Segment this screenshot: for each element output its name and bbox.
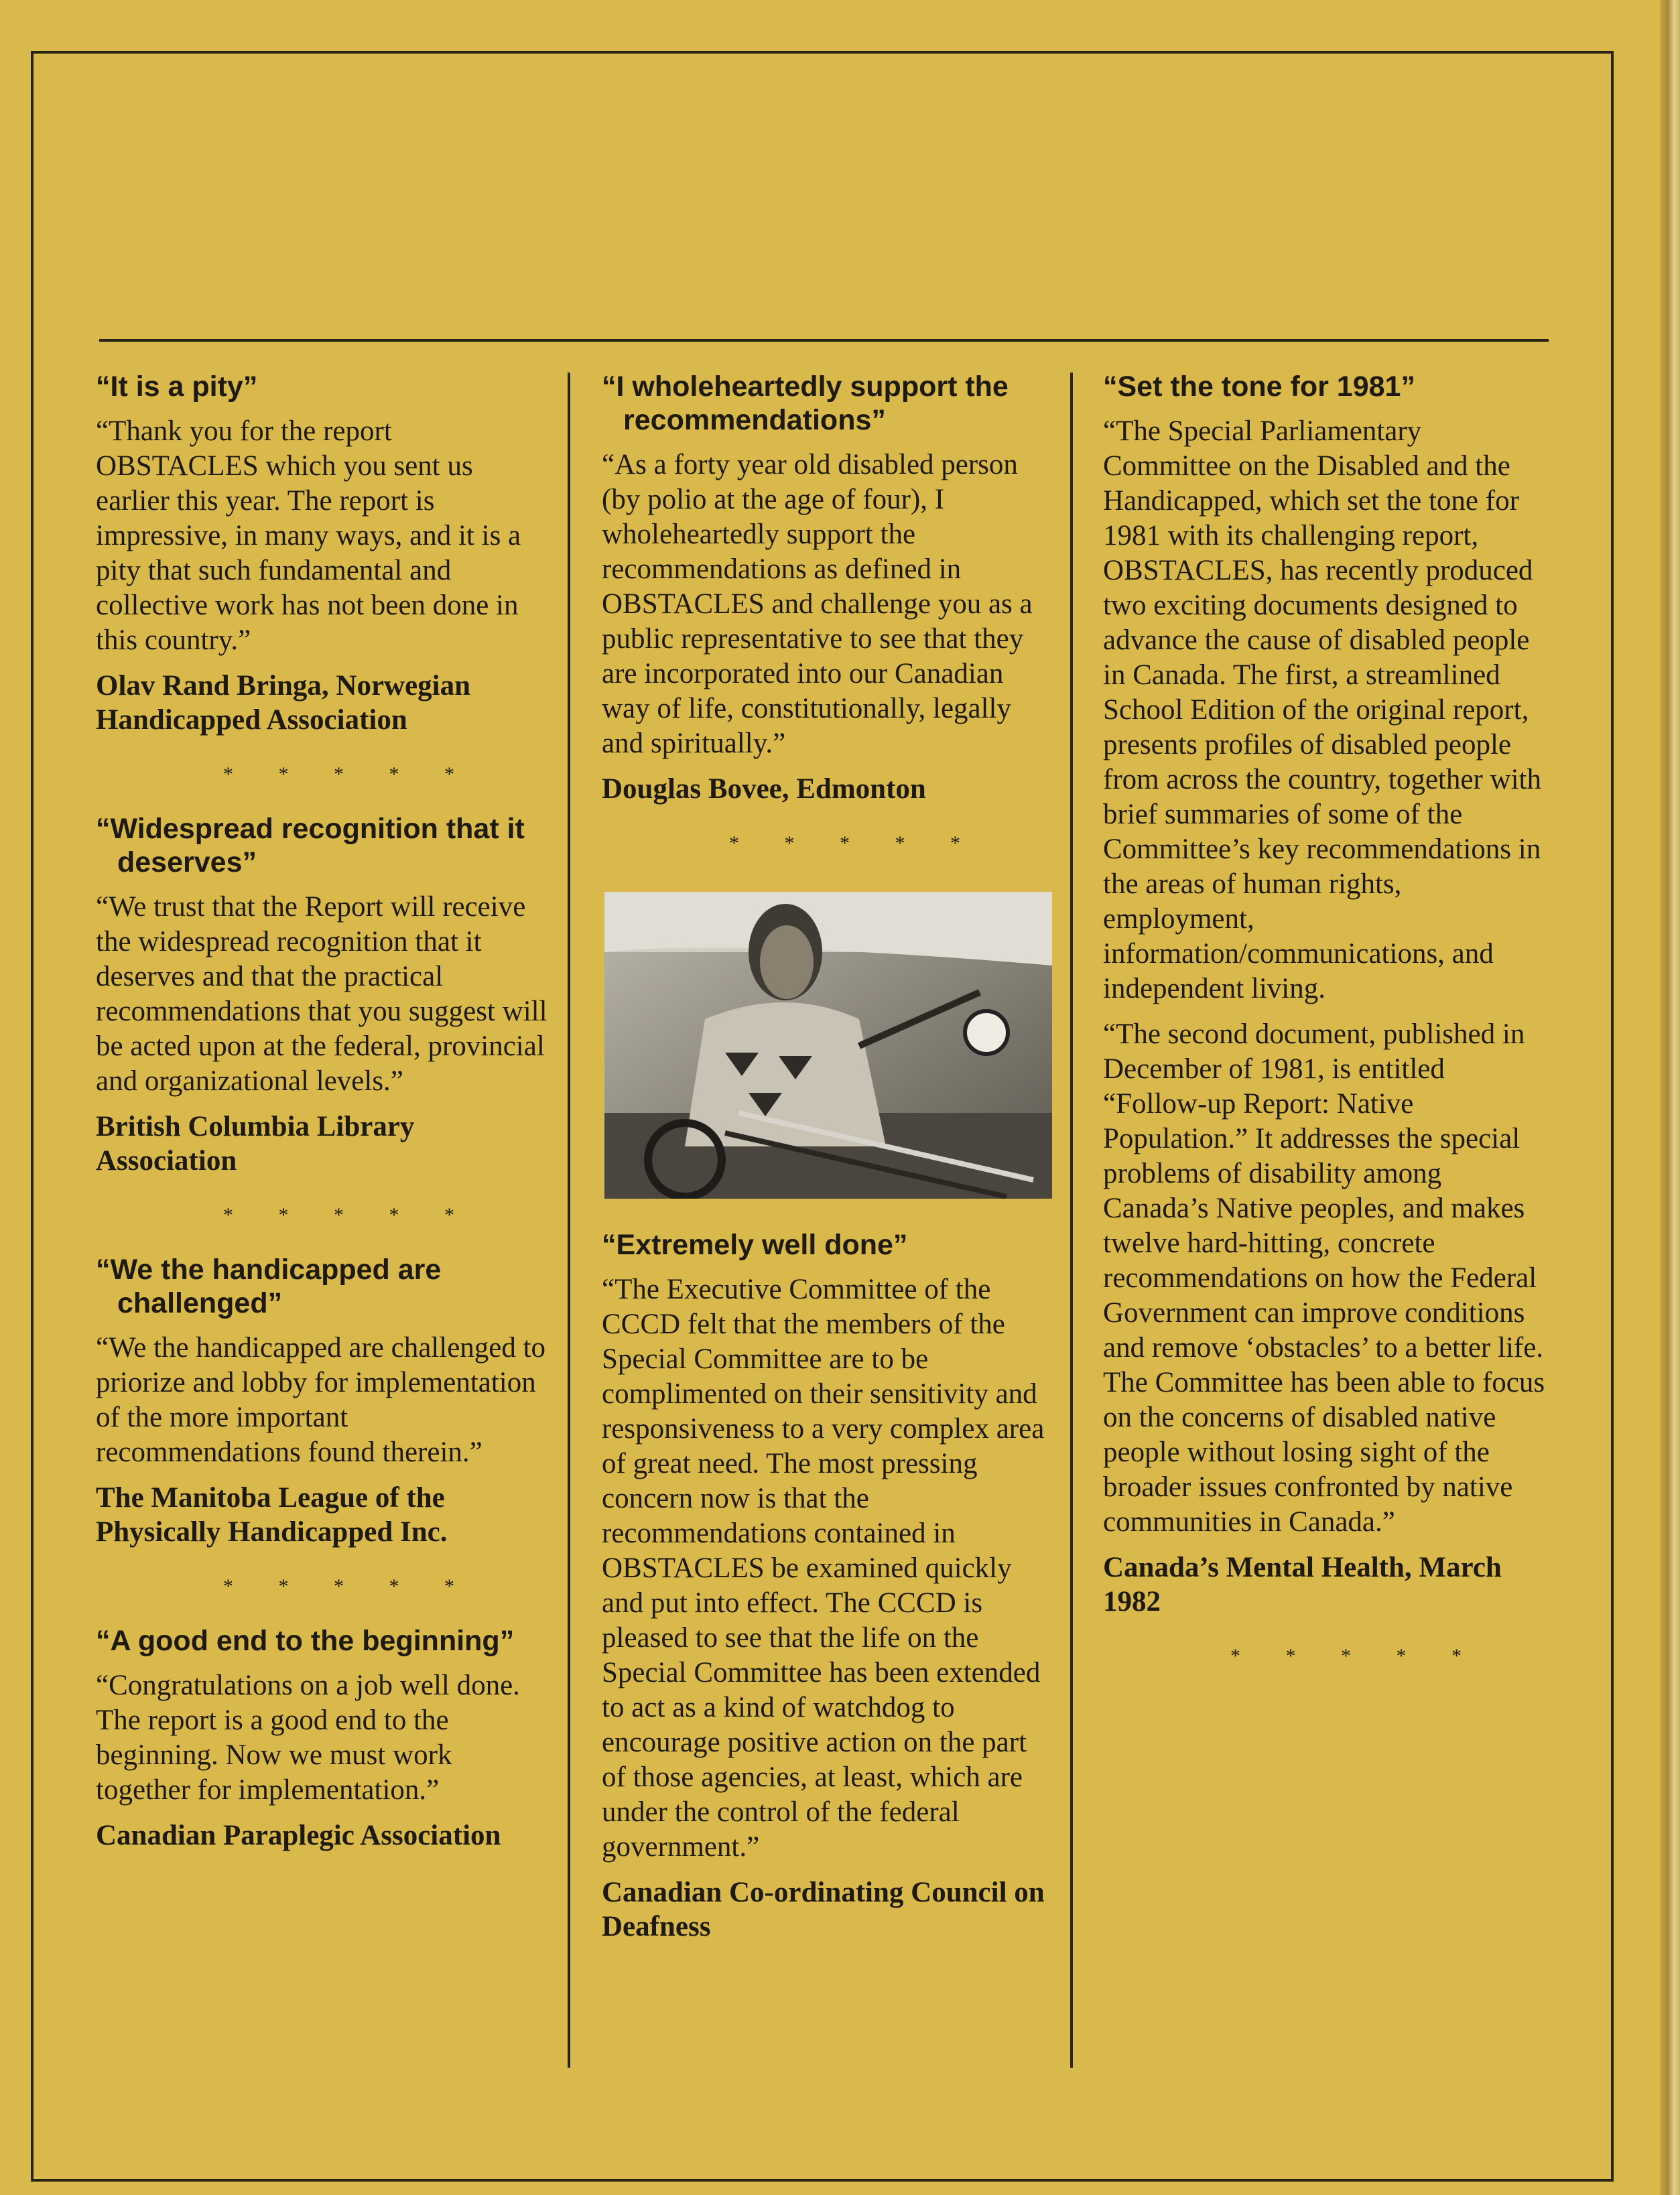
- quote-support: “As a forty year old disabled person (by polio at the age of four), I wholeheartedly support the recommendations as defined in OBSTACLES and challenge you as a public representative to see that they are incorporated into our Canadian way of life, constitutionally, legally and spiritually.”: [602, 449, 1033, 759]
- separator: * * * * *: [729, 832, 980, 854]
- page-edge: [1660, 0, 1680, 2195]
- separator: * * * * *: [1230, 1645, 1482, 1667]
- column-divider-2: [1070, 373, 1073, 2068]
- quote-set-the-tone-1: “The Special Parliamentary Committee on the Disabled and the Handicapped, which set the tone for 1981 with its challenging report, OBSTACLES, has recently produced two exciting documents designed to advance the cause of disabled people in Canada. The first, a streamlined School Edition of the original report, presents profiles of disabled people from across the country, together with brief summaries of some of the Committee’s key recommendations in the areas of human rights, employment, information/communications, and independent living.: [1103, 415, 1541, 1004]
- separator: * * * * *: [223, 1204, 474, 1226]
- source-support: Douglas Bovee, Edmonton: [602, 773, 926, 805]
- source-pity: Olav Rand Bringa, Norwegian Handicapped Association: [96, 670, 471, 736]
- photo-man-in-wheelchair: [604, 892, 1052, 1199]
- column-divider-1: [568, 373, 570, 2068]
- heading-challenged: “We the handicapped are challenged”: [96, 1254, 442, 1319]
- separator: * * * * *: [223, 763, 474, 785]
- quote-good-end: “Congratulations on a job well done. The report is a good end to the beginning. Now we must work together for implementation.”: [96, 1670, 520, 1806]
- column-1: [96, 370, 552, 1853]
- heading-good-end: “A good end to the beginning”: [96, 1625, 515, 1657]
- quote-set-the-tone-2: “The second document, published in December of 1981, is entitled “Follow-up Report: Native Population.” It addresses the special problems of disability among Canada’s Native peoples, and makes twelve hard-hitting, concrete recommendations on how the Federal Government can improve conditions and remove ‘obstacles’ to a better life. The Committee has been able to focus on the concerns of disabled native people without losing sight of the broader issues confronted by native communities in Canada.”: [1103, 1018, 1545, 1538]
- source-challenged: The Manitoba League of the Physically Handicapped Inc.: [96, 1482, 448, 1548]
- column-2: [602, 370, 1054, 1944]
- source-well-done: Canadian Co-ordinating Council on Deafness: [602, 1877, 1045, 1942]
- heading-set-the-tone: “Set the tone for 1981”: [1103, 371, 1415, 403]
- quote-pity: “Thank you for the report OBSTACLES which you sent us earlier this year. The report is impressive, in many ways, and it is a pity that such fundamental and collective work has not been done in this country.”: [96, 415, 521, 656]
- heading-well-done: “Extremely well done”: [602, 1229, 908, 1261]
- source-set-the-tone: Canada’s Mental Health, March 1982: [1103, 1552, 1502, 1617]
- quote-challenged: “We the handicapped are challenged to priorize and lobby for implementation of the more important recommendations found therein.”: [96, 1332, 546, 1468]
- heading-recognition: “Widespread recognition that it deserves”: [96, 813, 525, 878]
- photo-image: [604, 892, 1052, 1199]
- heading-pity: “It is a pity”: [96, 371, 258, 403]
- quote-well-done: “The Executive Committee of the CCCD felt that the members of the Special Committee are to be complimented on their sensitivity and responsiveness to a very complex area of great need. The most pressing concern now is that the recommendations contained in OBSTACLES be examined quickly and put into effect. The CCCD is pleased to see that the life on the Special Committee has been extended to act as a kind of watchdog to encourage positive action on the part of those agencies, at least, which are under the control of the federal government.”: [602, 1274, 1045, 1863]
- source-good-end: Canadian Paraplegic Association: [96, 1820, 501, 1851]
- quote-recognition: “We trust that the Report will receive the widespread recognition that it deserves and that the practical recommendations that you suggest will be acted upon at the federal, provincial and organizational levels.”: [96, 891, 547, 1097]
- column-3: [1103, 370, 1552, 1694]
- separator: * * * * *: [223, 1575, 474, 1597]
- top-rule: [99, 339, 1549, 342]
- source-recognition: British Columbia Library Association: [96, 1111, 415, 1177]
- heading-support: “I wholeheartedly support the recommendations”: [602, 371, 1009, 436]
